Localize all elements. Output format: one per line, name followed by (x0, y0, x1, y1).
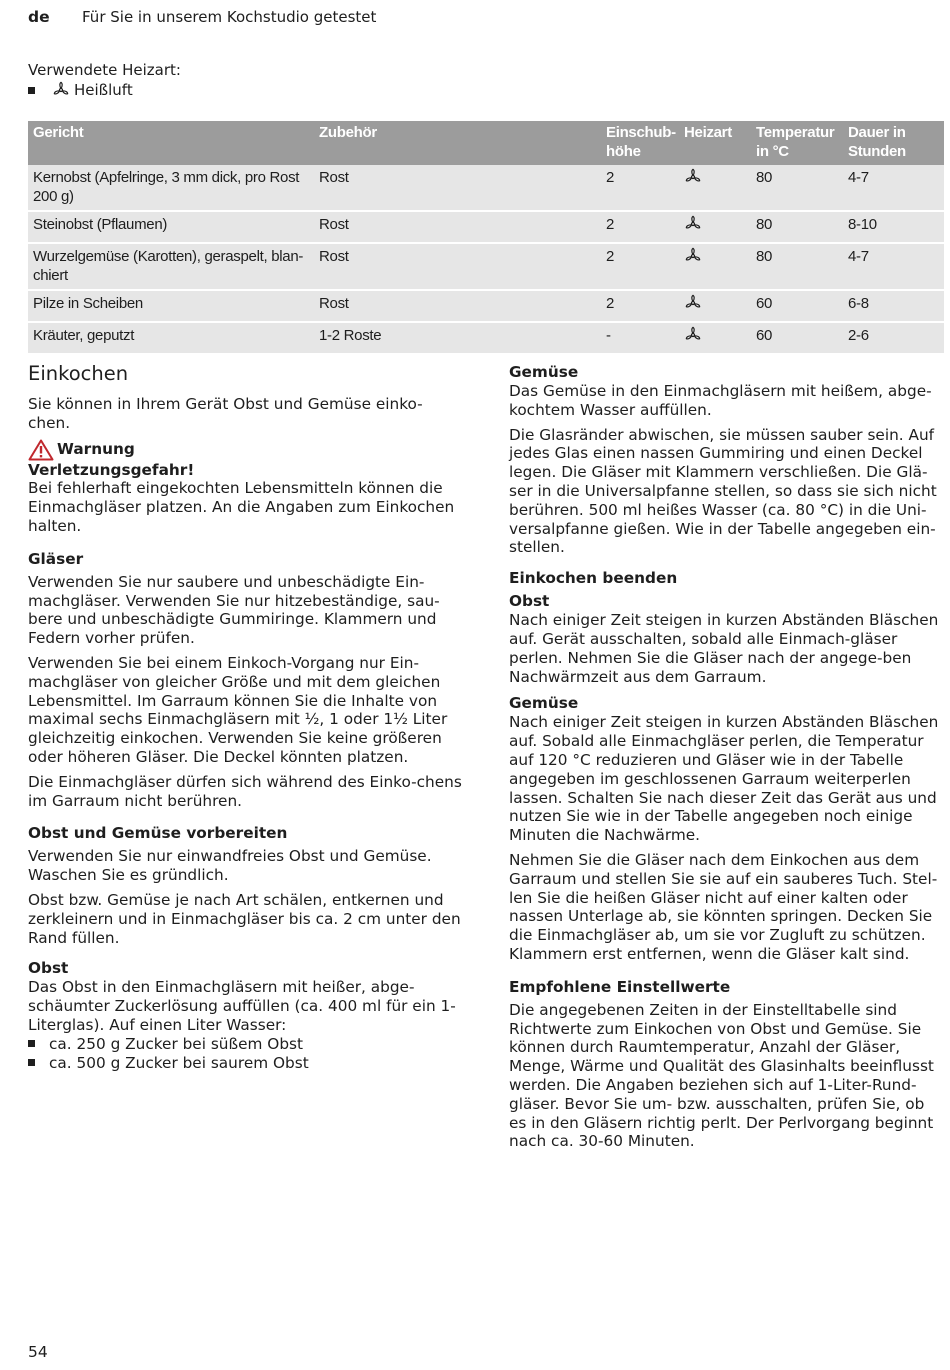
cell-accessory: Rost (314, 290, 601, 322)
header-rack: Einschub-höhe (601, 121, 679, 165)
gemuese-text: Das Gemüse in den Einmachgläsern mit heißem, abge-kochtem Wasser auffüllen. (509, 382, 932, 419)
bullet-square-icon (28, 1040, 35, 1047)
cell-duration: 4-7 (843, 243, 944, 290)
list-item: ca. 250 g Zucker bei süßem Obst (28, 1035, 464, 1054)
bullet-square-icon (28, 87, 35, 94)
section-title: Einkochen (28, 362, 129, 385)
glaeser-heading: Gläser (28, 549, 84, 568)
glaeser-paragraph-2: Verwenden Sie bei einem Einkoch-Vorgang nur Ein-machgläser von gleicher Größe und mit dem gleichen Lebensmittel. Im Garraum können Sie die Inhalte von maximal sechs Einmachgläsern mit ½, 1 oder 1½ Liter gleichzeitig einkochen. Verwenden Sie keine größeren oder höheren Gläser. Die Deckel könnten platzen. (28, 653, 448, 766)
hot-air-fan-icon (684, 294, 702, 312)
cell-rack: 2 (601, 290, 679, 322)
left-column (28, 362, 464, 1072)
table-row (28, 211, 944, 243)
beenden-obst-text: Nach einiger Zeit steigen in kurzen Abständen Bläschen auf. Gerät ausschalten, sobald alle Einmach-gläser perlen. Nehmen Sie die Gläser nach der angege-ben Nachwärmzeit aus dem Garraum. (509, 611, 939, 686)
table-body (28, 165, 944, 353)
gemuese-heading: Gemüse (509, 363, 579, 381)
vorbereiten-paragraph-1: Verwenden Sie nur einwandfreies Obst und Gemüse. Waschen Sie es gründlich. (28, 847, 432, 885)
table-row (28, 290, 944, 322)
cell-accessory: Rost (314, 211, 601, 243)
glaeser-paragraph-1: Verwenden Sie nur saubere und unbeschädigte Ein-machgläser. Verwenden Sie nur hitzebeständige, sau-bere und unbeschädigte Gummiringe. Klammern und Federn vorher prüfen. (28, 572, 440, 648)
warning-triangle-icon (28, 439, 54, 461)
hot-air-fan-icon (684, 168, 702, 186)
table-row (28, 165, 944, 211)
header-dish: Gericht (28, 121, 314, 165)
cell-heating (679, 322, 751, 353)
language-tag: de (28, 8, 50, 26)
hot-air-fan-icon (52, 81, 70, 99)
intro-text: Sie können in Ihrem Gerät Obst und Gemüse einko-chen. (28, 395, 423, 432)
table-row (28, 243, 944, 290)
hot-air-fan-icon (684, 247, 702, 265)
beenden-nehmen-text: Nehmen Sie die Gläser nach dem Einkochen aus dem Garraum und stellen Sie sie auf ein sauberes Tuch. Stel-len Sie die heißen Gläser nicht auf einer kalten oder nassen Unterlage ab, sie könnten springen. Decken Sie die Einmachgläser ab, um sie vor Zugluft zu schützen. Klammern erst entfernen, wenn die Gläser kalt sind. (509, 850, 938, 963)
cell-temp: 60 (751, 290, 843, 322)
cell-rack: - (601, 322, 679, 353)
cell-duration: 6-8 (843, 290, 944, 322)
cell-accessory: Rost (314, 243, 601, 290)
sugar-list (28, 1035, 464, 1073)
beenden-gemuese-heading: Gemüse (509, 694, 579, 713)
obst-text: Das Obst in den Einmachgläsern mit heißer, abge-schäumter Zuckerlösung auffüllen (ca. 400 ml für ein 1-Literglas). Auf einen Liter Wasser: (28, 978, 456, 1034)
table-header-row (28, 121, 944, 165)
cell-heating (679, 211, 751, 243)
cell-temp: 80 (751, 243, 843, 290)
glaeser-paragraph-3: Die Einmachgläser dürfen sich während des Einko-chens im Garraum nicht berühren. (28, 772, 462, 810)
cell-duration: 2-6 (843, 322, 944, 353)
header-accessory: Zubehör (314, 121, 601, 165)
cell-heating (679, 243, 751, 290)
header-duration: Dauer in Stunden (843, 121, 944, 165)
beenden-obst-heading: Obst (509, 592, 550, 611)
cell-temp: 60 (751, 322, 843, 353)
cell-temp: 80 (751, 165, 843, 211)
page-number: 54 (28, 1343, 48, 1361)
cell-dish: Pilze in Scheiben (28, 290, 314, 322)
list-item: ca. 500 g Zucker bei saurem Obst (28, 1054, 464, 1073)
bullet-square-icon (28, 1059, 35, 1066)
vorbereiten-paragraph-2: Obst bzw. Gemüse je nach Art schälen, entkernen und zerkleinern und in Einmachgläser bis ca. 2 cm unter den Rand füllen. (28, 890, 461, 947)
heating-mode-item (28, 81, 133, 99)
cell-heating (679, 290, 751, 322)
settings-table (28, 121, 944, 353)
cell-duration: 8-10 (843, 211, 944, 243)
empfohlen-text: Die angegebenen Zeiten in der Einstelltabelle sind Richtwerte zum Einkochen von Obst und Gemüse. Sie können durch Raumtemperatur, Anzahl der Gläser, Menge, Wärme und Qualität des Glasinhalts beeinflusst werden. Die Angaben beziehen sich auf 1-Liter-Rund-gläser. Bevor Sie um- bzw. ausschalten, prüfen Sie, ob es in den Gläsern richtig perlt. Der Perlvorgang beginnt nach ca. 30-60 Minuten. (509, 1000, 934, 1151)
cell-rack: 2 (601, 243, 679, 290)
header-temperature: Temperatur in °C (751, 121, 843, 165)
cell-dish: Kräuter, geputzt (28, 322, 314, 353)
cell-dish: Kernobst (Apfelringe, 3 mm dick, pro Rost 200 g) (28, 165, 314, 211)
cell-dish: Wurzelgemüse (Karotten), geraspelt, blan-chiert (28, 243, 314, 290)
cell-duration: 4-7 (843, 165, 944, 211)
beenden-gemuese-text: Nach einiger Zeit steigen in kurzen Abständen Bläschen auf. Sobald alle Einmachgläser perlen, die Temperatur auf 120 °C reduzieren und Gläser wie in der Tabelle angegeben im geschlossenen Garraum weiterperlen lassen. Schalten Sie nach dieser Zeit das Gerät aus und nutzen Sie wie in der Tabelle angegeben noch einige Minuten die Nachwärme. (509, 713, 939, 845)
warning-text: Bei fehlerhaft eingekochten Lebensmitteln können die Einmachgläser platzen. An die Angaben zum Einkochen halten. (28, 479, 455, 535)
warning-label: Warnung (57, 440, 135, 459)
cell-accessory: 1-2 Roste (314, 322, 601, 353)
cell-temp: 80 (751, 211, 843, 243)
empfohlen-heading: Empfohlene Einstellwerte (509, 977, 731, 996)
cell-rack: 2 (601, 211, 679, 243)
glasraender-text: Die Glasränder abwischen, sie müssen sauber sein. Auf jedes Glas einen nassen Gummiring und einen Deckel legen. Die Gläser mit Klammern verschließen. Die Glä-ser in die Universalpfanne stellen, so dass sie sich nicht berühren. 500 ml heißes Wasser (ca. 80 °C) in die Uni-versalpfanne gießen. Wie in der Tabelle angegeben ein-stellen. (509, 425, 937, 557)
cell-heating (679, 165, 751, 211)
cell-dish: Steinobst (Pflaumen) (28, 211, 314, 243)
vorbereiten-heading: Obst und Gemüse vorbereiten (28, 824, 288, 843)
heating-mode-name: Heißluft (74, 81, 133, 99)
heating-mode-label: Verwendete Heizart: (28, 61, 181, 79)
cell-rack: 2 (601, 165, 679, 211)
header-heating: Heizart (679, 121, 751, 165)
table-row (28, 322, 944, 353)
cell-accessory: Rost (314, 165, 601, 211)
warning-subtitle: Verletzungsgefahr! (28, 460, 195, 479)
hot-air-fan-icon (684, 326, 702, 344)
warning-title (28, 439, 464, 461)
right-column (509, 363, 941, 1157)
beenden-heading: Einkochen beenden (509, 569, 678, 588)
hot-air-fan-icon (684, 215, 702, 233)
page-header-title: Für Sie in unserem Kochstudio getestet (82, 8, 377, 26)
obst-heading: Obst (28, 959, 69, 978)
